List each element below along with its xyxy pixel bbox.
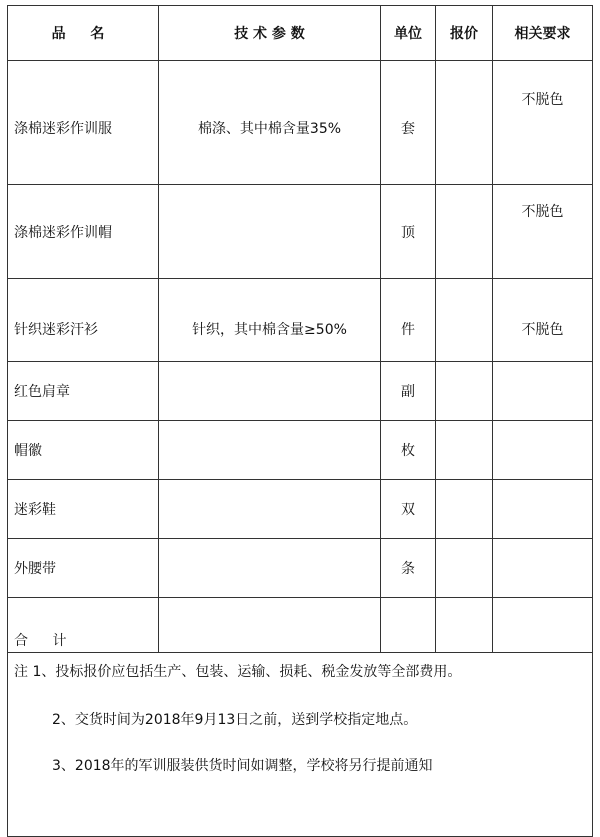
header-unit: 单位 [381, 6, 436, 61]
item-name: 针织迷彩汗衫 [8, 279, 159, 362]
notes-cell [8, 653, 593, 837]
item-req: 不脱色 [493, 279, 593, 362]
item-name: 涤棉迷彩作训服 [8, 61, 159, 185]
item-price [436, 185, 493, 279]
item-spec [159, 539, 381, 598]
item-req [493, 362, 593, 421]
item-req [493, 421, 593, 480]
item-spec [159, 185, 381, 279]
item-name: 帽徽 [8, 421, 159, 480]
total-unit [381, 598, 436, 653]
item-price [436, 279, 493, 362]
item-req: 不脱色 [493, 185, 593, 279]
table-row [8, 539, 593, 598]
quotation-table [7, 5, 593, 837]
table-row [8, 480, 593, 539]
table-row [8, 362, 593, 421]
item-name: 外腰带 [8, 539, 159, 598]
item-req [493, 480, 593, 539]
item-unit: 套 [381, 61, 436, 185]
item-spec: 针织，其中棉含量≥50% [159, 279, 381, 362]
item-price [436, 539, 493, 598]
total-row [8, 598, 593, 653]
table-row [8, 61, 593, 185]
item-unit: 枚 [381, 421, 436, 480]
item-spec: 棉涤、其中棉含量35% [159, 61, 381, 185]
item-price [436, 480, 493, 539]
notes-row [8, 653, 593, 837]
total-req [493, 598, 593, 653]
total-price [436, 598, 493, 653]
item-name: 迷彩鞋 [8, 480, 159, 539]
item-unit: 副 [381, 362, 436, 421]
item-spec [159, 362, 381, 421]
total-label: 合 计 [8, 598, 159, 653]
item-name: 红色肩章 [8, 362, 159, 421]
item-unit: 条 [381, 539, 436, 598]
header-spec: 技 术 参 数 [159, 6, 381, 61]
item-spec [159, 421, 381, 480]
table-row [8, 421, 593, 480]
note-3: 3、2018年的军训服装供货时间如调整，学校将另行提前通知 [52, 758, 433, 774]
item-req [493, 539, 593, 598]
item-unit: 顶 [381, 185, 436, 279]
item-price [436, 421, 493, 480]
note-1: 注 1、投标报价应包括生产、包装、运输、损耗、税金发放等全部费用。 [14, 664, 462, 680]
header-row [8, 6, 593, 61]
table-row [8, 279, 593, 362]
item-price [436, 362, 493, 421]
item-name: 涤棉迷彩作训帽 [8, 185, 159, 279]
total-spec [159, 598, 381, 653]
item-unit: 件 [381, 279, 436, 362]
note-2: 2、交货时间为2018年9月13日之前，送到学校指定地点。 [52, 712, 418, 728]
header-price: 报价 [436, 6, 493, 61]
header-req: 相关要求 [493, 6, 593, 61]
header-name: 品 名 [8, 6, 159, 61]
table-row [8, 185, 593, 279]
item-price [436, 61, 493, 185]
item-req: 不脱色 [493, 61, 593, 185]
item-unit: 双 [381, 480, 436, 539]
item-spec [159, 480, 381, 539]
